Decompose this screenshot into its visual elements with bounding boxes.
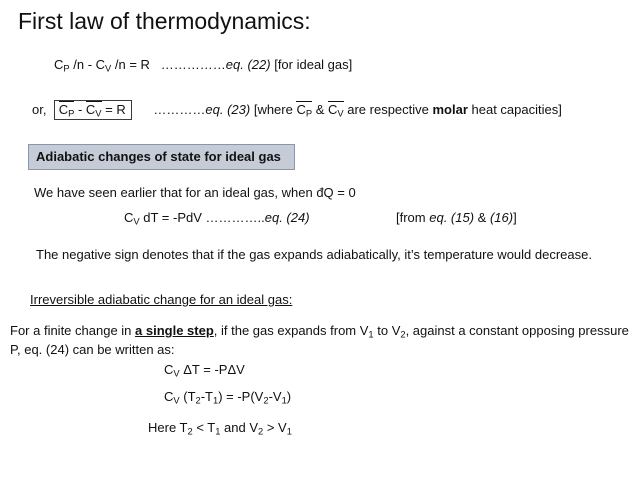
equals-r: = R <box>101 102 126 117</box>
cv-symbol: C <box>124 210 134 225</box>
equation-reference: eq. (15) <box>429 210 475 225</box>
dots: …………… <box>160 57 226 72</box>
slide-title: First law of thermodynamics: <box>18 8 311 34</box>
cp-symbol: $C_P$ <box>58 102 75 119</box>
cp-symbol: C <box>54 57 64 72</box>
adiabatic-heading-box: Adiabatic changes of state for ideal gas <box>28 144 295 170</box>
eq23-note: [where <box>250 102 297 117</box>
equation-24 <box>124 210 310 225</box>
equation-delta-t: $C_V$ ΔT = -PΔV <box>164 362 245 379</box>
dots: ………… <box>153 102 206 117</box>
finite-change-text: For a finite change in a single step, if the gas expands from $V_1$ to $V_2$, against a constant opposing pressure P, eq. (24) can be written as: <box>10 323 629 357</box>
single-step-emphasis: a single step <box>135 323 214 338</box>
negative-sign-text: The negative sign denotes that if the gas expands adiabatically, it’s temperature would decrease. <box>36 247 592 262</box>
eq23-note: & <box>312 102 328 117</box>
equation-reference: (16) <box>489 210 514 225</box>
boxed-equation <box>54 100 132 120</box>
eq24-body: dT = -PdV <box>139 210 206 225</box>
cp-subscript: P <box>63 63 70 74</box>
eq22-note: [for ideal gas] <box>270 57 353 72</box>
or-label: or, <box>32 102 47 117</box>
equation-reference: eq. (22) <box>225 57 271 72</box>
dots: ………….. <box>205 210 265 225</box>
cv-symbol: $C_V$ <box>328 102 344 119</box>
cv-symbol: $C_V$ <box>85 102 102 119</box>
eq23-note: heat capacities] <box>467 102 562 117</box>
equation-22 <box>54 57 352 72</box>
equation-23 <box>32 100 562 120</box>
equation-expanded: $C_V$ $(T_2-T_1) = -P(V_2-V_1)$ <box>164 389 292 406</box>
seen-earlier-text: We have seen earlier that for an ideal gas, when đQ = 0 <box>34 185 356 200</box>
cv-symbol: C <box>95 57 106 72</box>
eq22-text: /n - <box>69 57 96 72</box>
cp-symbol: $C_P$ <box>296 102 313 119</box>
equation-24-source: [from eq. (15) & (16)] <box>396 210 517 225</box>
condition-text: Here $T_2 < T_1$ and $V_2 > V_1$ <box>148 420 292 437</box>
eq23-note: are respective <box>343 102 433 117</box>
minus-sign: - <box>74 102 86 117</box>
cv-subscript: V <box>105 63 112 74</box>
equation-reference: eq. (23) <box>205 102 251 117</box>
eq22-text: /n = R <box>111 57 150 72</box>
emphasis-molar: molar <box>432 102 468 117</box>
irreversible-heading: Irreversible adiabatic change for an ideal gas: <box>30 292 293 307</box>
cv-subscript: V <box>133 216 140 227</box>
equation-reference: eq. (24) <box>264 210 310 225</box>
